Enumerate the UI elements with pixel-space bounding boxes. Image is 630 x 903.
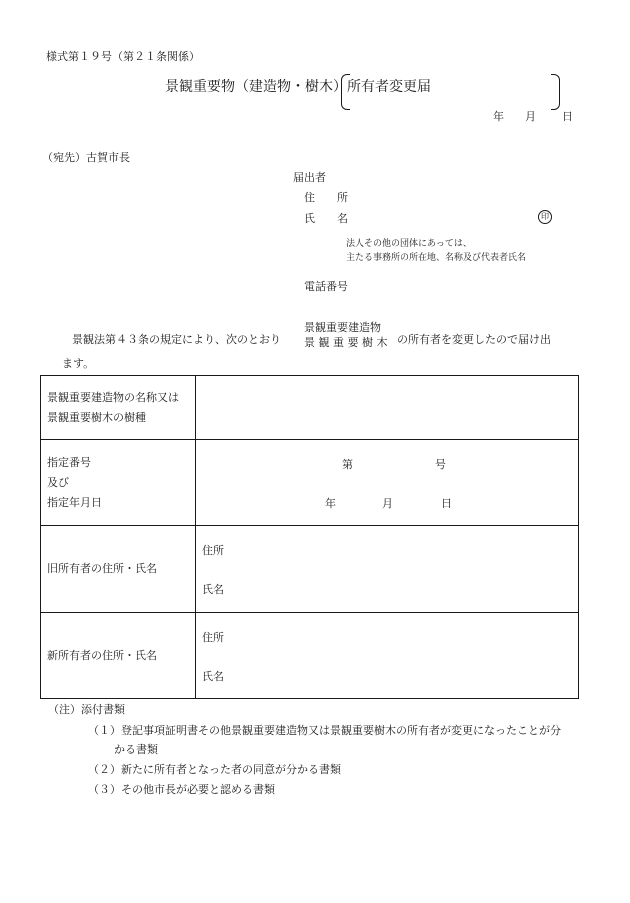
- designation-label-line3: 指定年月日: [47, 495, 102, 509]
- designation-field[interactable]: [196, 440, 579, 526]
- addressee: （宛先）古賀市長: [42, 151, 130, 164]
- note-item1-line2: かる書類: [114, 743, 158, 756]
- designation-dai: 第: [342, 458, 353, 471]
- note-item1-line1: （１）登記事項証明書その他景観重要建造物又は景観重要樹木の所有者が変更になったことが分: [88, 724, 561, 737]
- structure-name-field[interactable]: [196, 376, 579, 440]
- table-row: [41, 526, 579, 613]
- notes-heading: （注）添付書類: [48, 703, 125, 716]
- title-middle: 樹木: [305, 79, 333, 95]
- seal-mark: 印: [538, 210, 552, 224]
- statement-option2: 景 観 重 要 樹 木: [304, 336, 388, 349]
- note-item2: （２）新たに所有者となった者の同意が分かる書類: [88, 763, 341, 776]
- old-owner-address-label: 住所: [202, 544, 224, 557]
- date-day: 日: [562, 110, 573, 123]
- corporate-note-line2: 主たる事務所の所在地、名称及び代表者氏名: [346, 253, 527, 263]
- designation-month: 月: [382, 497, 393, 510]
- table-row: [41, 376, 579, 440]
- designation-go: 号: [435, 458, 446, 471]
- statement-option1: 景観重要建造物: [304, 321, 381, 334]
- applicant-heading: 届出者: [293, 171, 326, 184]
- left-bracket: [341, 74, 350, 110]
- title-suffix: ）所有者変更届: [333, 79, 431, 95]
- phone-label: 電話番号: [304, 280, 348, 293]
- form-table: [40, 375, 579, 699]
- applicant-address-label: 住 所: [304, 191, 348, 204]
- structure-name-label-line1: 景観重要建造物の名称又は: [47, 390, 179, 404]
- title-prefix: 景観重要物（建造物・: [165, 79, 305, 95]
- old-owner-name-label: 氏名: [202, 583, 224, 596]
- note-item3: （３）その他市長が必要と認める書類: [88, 783, 275, 796]
- designation-label: [41, 440, 196, 526]
- form-title: [165, 79, 431, 96]
- designation-label-line2: 及び: [47, 475, 69, 489]
- table-row: [41, 440, 579, 526]
- old-owner-field[interactable]: [196, 526, 579, 613]
- designation-day: 日: [441, 497, 452, 510]
- designation-year: 年: [325, 497, 336, 510]
- new-owner-label: 新所有者の住所・氏名: [41, 613, 196, 699]
- date-month: 月: [525, 110, 536, 123]
- new-owner-name-label: 氏名: [202, 670, 224, 683]
- statement-part3: ます。: [62, 357, 95, 370]
- new-owner-field[interactable]: [196, 613, 579, 699]
- right-bracket: [551, 74, 560, 110]
- new-owner-address-label: 住所: [202, 631, 224, 644]
- statement-part2: の所有者を変更したので届け出: [397, 333, 551, 346]
- date-year: 年: [493, 110, 504, 123]
- corporate-note-line1: 法人その他の団体にあっては、: [346, 239, 472, 249]
- applicant-name-label: 氏 名: [304, 212, 348, 225]
- table-row: [41, 613, 579, 699]
- structure-name-label-line2: 景観重要樹木の樹種: [47, 410, 146, 424]
- form-number: 様式第１９号（第２１条関係）: [46, 50, 200, 63]
- structure-name-label: [41, 376, 196, 440]
- old-owner-label: 旧所有者の住所・氏名: [41, 526, 196, 613]
- statement-part1: 景観法第４３条の規定により、次のとおり: [72, 333, 281, 346]
- designation-label-line1: 指定番号: [47, 455, 91, 469]
